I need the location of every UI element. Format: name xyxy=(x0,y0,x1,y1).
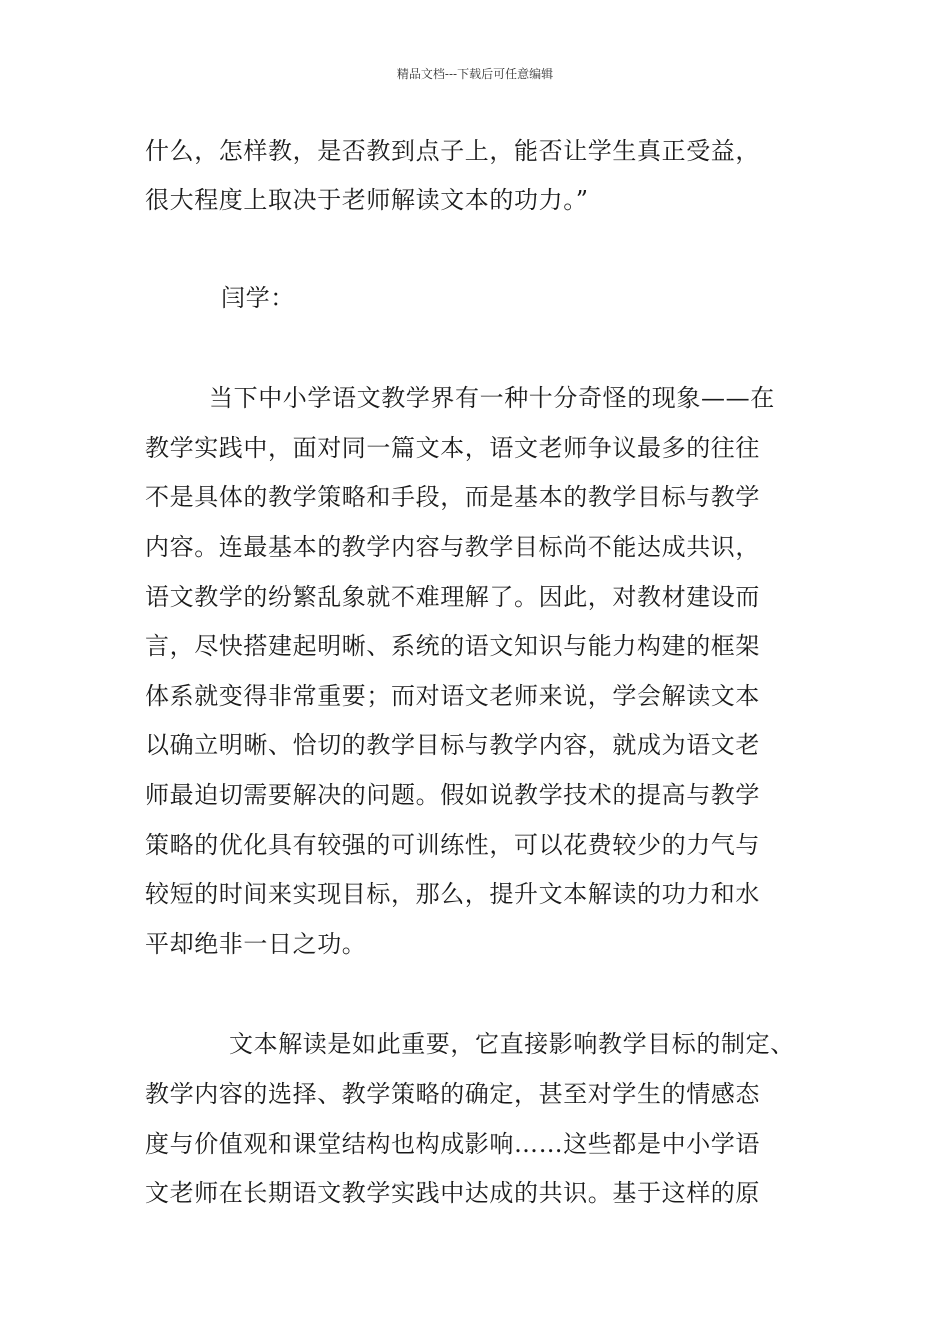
paragraph-3-line-3: 不是具体的教学策略和手段，而是基本的教学目标与教学 xyxy=(145,483,760,511)
paragraph-3-line-11: 较短的时间来实现目标，那么，提升文本解读的功力和水 xyxy=(145,880,760,908)
paragraph-1-line-1: 什么，怎样教，是否教到点子上，能否让学生真正受益， xyxy=(145,137,760,165)
paragraph-3-line-9: 师最迫切需要解决的问题。假如说教学技术的提高与教学 xyxy=(145,781,760,809)
paragraph-3-line-1: 当下中小学语文教学界有一种十分奇怪的现象——在 xyxy=(209,384,775,412)
paragraph-3-line-7: 体系就变得非常重要；而对语文老师来说，学会解读文本 xyxy=(145,682,760,710)
paragraph-4-line-3: 度与价值观和课堂结构也构成影响……这些都是中小学语 xyxy=(145,1130,760,1158)
paragraph-4-line-1: 文本解读是如此重要，它直接影响教学目标的制定、 xyxy=(229,1030,795,1058)
paragraph-3-line-10: 策略的优化具有较强的可训练性，可以花费较少的力气与 xyxy=(145,831,760,859)
paragraph-4-line-2: 教学内容的选择、教学策略的确定，甚至对学生的情感态 xyxy=(145,1080,760,1108)
paragraph-2-speaker: 闫学： xyxy=(221,284,295,312)
paragraph-4-line-4: 文老师在长期语文教学实践中达成的共识。基于这样的原 xyxy=(145,1179,760,1207)
page-header: 精品文档---下载后可任意编辑 xyxy=(396,67,554,81)
paragraph-3-line-6: 言，尽快搭建起明晰、系统的语文知识与能力构建的框架 xyxy=(145,632,760,660)
paragraph-3-line-12: 平却绝非一日之功。 xyxy=(145,930,367,958)
paragraph-3-line-5: 语文教学的纷繁乱象就不难理解了。因此，对教材建设而 xyxy=(145,583,760,611)
paragraph-3-line-2: 教学实践中，面对同一篇文本，语文老师争议最多的往往 xyxy=(145,434,760,462)
paragraph-1-line-2: 很大程度上取决于老师解读文本的功力。” xyxy=(145,186,589,214)
paragraph-3-line-4: 内容。连最基本的教学内容与教学目标尚不能达成共识， xyxy=(145,533,760,561)
paragraph-3-line-8: 以确立明晰、恰切的教学目标与教学内容，就成为语文老 xyxy=(145,731,760,759)
